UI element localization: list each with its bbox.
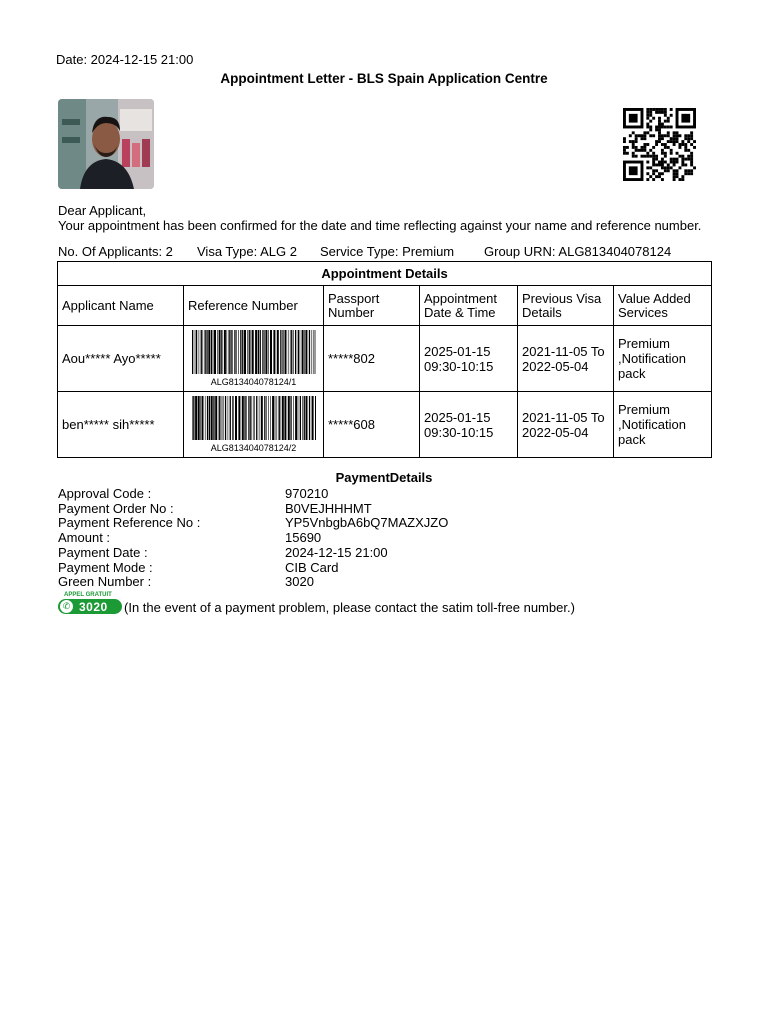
applicant-name: ben***** sih***** bbox=[58, 392, 184, 458]
column-header: Previous Visa Details bbox=[518, 286, 614, 326]
badge-caption: APPEL GRATUIT bbox=[64, 592, 112, 598]
payment-row bbox=[58, 575, 448, 590]
letter-title: Appointment Letter - BLS Spain Application Centre bbox=[220, 71, 548, 86]
value-added-services bbox=[614, 326, 712, 392]
previous-visa-to: 2022-05-04 bbox=[522, 358, 589, 374]
service-line: ,Notification bbox=[618, 417, 686, 432]
reference-number-cell bbox=[184, 326, 324, 392]
appointment-time: 09:30-10:15 bbox=[424, 424, 494, 440]
payment-help-note bbox=[58, 592, 575, 615]
payment-label: Payment Date : bbox=[58, 544, 148, 560]
payment-value: CIB Card bbox=[285, 559, 339, 575]
payment-value: 15690 bbox=[285, 530, 322, 546]
appointment-date: 2025-01-15 bbox=[424, 409, 491, 425]
greeting-block bbox=[58, 203, 701, 233]
previous-visa-from: 2021-11-05 To bbox=[522, 343, 605, 359]
payment-label: Green Number : bbox=[58, 574, 152, 590]
applicants-count: No. Of Applicants: 2 bbox=[58, 244, 173, 259]
appointment-details-table bbox=[57, 261, 712, 458]
payment-row bbox=[58, 531, 448, 546]
previous-visa-details bbox=[518, 326, 614, 392]
visa-type: Visa Type: ALG 2 bbox=[197, 244, 297, 259]
reference-number-cell bbox=[184, 392, 324, 458]
table-row bbox=[58, 392, 712, 458]
table-header-row bbox=[58, 286, 712, 326]
payment-label: Payment Mode : bbox=[58, 559, 153, 575]
column-header: Reference Number bbox=[184, 286, 324, 326]
value-added-services bbox=[614, 392, 712, 458]
badge-number: 3020 bbox=[79, 599, 108, 614]
appointment-time: 09:30-10:15 bbox=[424, 358, 494, 374]
previous-visa-to: 2022-05-04 bbox=[522, 424, 589, 440]
service-type: Service Type: Premium bbox=[320, 244, 455, 259]
appointment-date-time bbox=[420, 326, 518, 392]
service-line: pack bbox=[618, 366, 646, 381]
appointment-date: 2025-01-15 bbox=[424, 343, 491, 359]
column-header: Applicant Name bbox=[58, 286, 184, 326]
payment-row bbox=[58, 502, 448, 517]
payment-label: Payment Order No : bbox=[58, 500, 174, 516]
help-text: (In the event of a payment problem, please contact the satim toll-free number.) bbox=[124, 600, 575, 615]
payment-value: B0VEJHHHMT bbox=[285, 500, 372, 516]
qr-code bbox=[623, 108, 696, 181]
table-caption: Appointment Details bbox=[58, 262, 712, 286]
payment-value: YP5VnbgbA6bQ7MAZXJZO bbox=[285, 515, 449, 531]
service-line: pack bbox=[618, 432, 646, 447]
appointment-summary bbox=[58, 244, 671, 259]
column-header: Appointment Date & Time bbox=[420, 286, 518, 326]
previous-visa-from: 2021-11-05 To bbox=[522, 409, 605, 425]
phone-icon: ✆ bbox=[60, 600, 73, 613]
confirmation-message: Your appointment has been confirmed for the date and time reflecting against your name and reference number. bbox=[58, 218, 702, 233]
passport-number: *****608 bbox=[324, 392, 420, 458]
payment-value: 2024-12-15 21:00 bbox=[285, 544, 388, 560]
table-row bbox=[58, 326, 712, 392]
payment-row bbox=[58, 561, 448, 576]
barcode bbox=[192, 330, 316, 374]
passport-number: *****802 bbox=[324, 326, 420, 392]
service-line: Premium bbox=[618, 336, 671, 351]
payment-label: Approval Code : bbox=[58, 486, 152, 501]
previous-visa-details bbox=[518, 392, 614, 458]
salutation: Dear Applicant, bbox=[58, 203, 147, 218]
payment-value: 970210 bbox=[285, 486, 329, 501]
payment-details bbox=[58, 487, 448, 590]
payment-row bbox=[58, 516, 448, 531]
green-number-badge bbox=[58, 592, 124, 615]
badge-pill bbox=[58, 599, 122, 614]
barcode bbox=[192, 396, 316, 440]
payment-label: Payment Reference No : bbox=[58, 515, 201, 531]
reference-number: ALG813404078124/1 bbox=[210, 377, 297, 387]
payment-row bbox=[58, 546, 448, 561]
payment-details-title: PaymentDetails bbox=[335, 470, 433, 485]
appointment-date-time bbox=[420, 392, 518, 458]
applicant-name: Aou***** Ayo***** bbox=[58, 326, 184, 392]
letter-date: Date: 2024-12-15 21:00 bbox=[56, 52, 194, 67]
column-header: Value Added Services bbox=[614, 286, 712, 326]
column-header: Passport Number bbox=[324, 286, 420, 326]
applicant-photo bbox=[58, 99, 154, 189]
payment-value: 3020 bbox=[285, 574, 314, 590]
group-urn: Group URN: ALG813404078124 bbox=[484, 244, 672, 259]
payment-row bbox=[58, 487, 448, 502]
payment-label: Amount : bbox=[58, 530, 111, 546]
service-line: Premium bbox=[618, 402, 671, 417]
service-line: ,Notification bbox=[618, 351, 686, 366]
reference-number: ALG813404078124/2 bbox=[210, 443, 297, 453]
